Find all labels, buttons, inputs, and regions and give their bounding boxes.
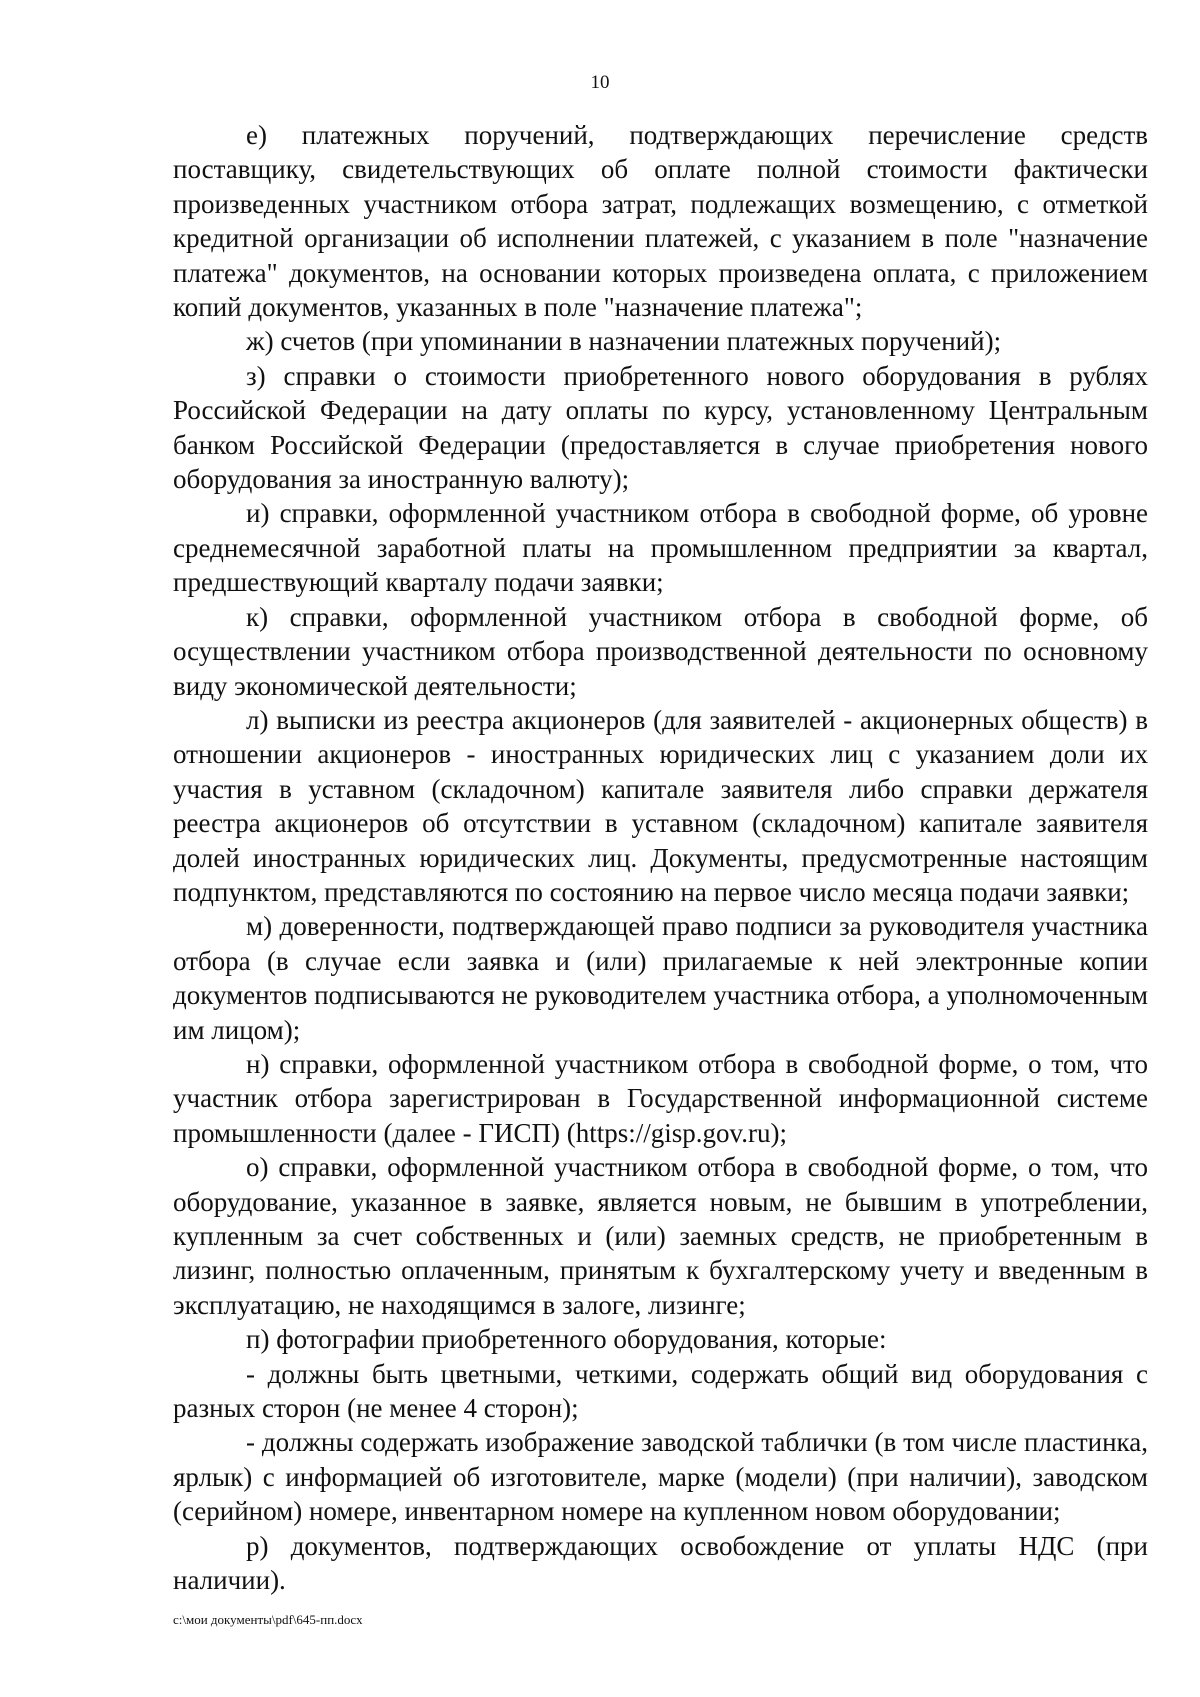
paragraph-p: п) фотографии приобретенного оборудования, которые: xyxy=(246,1324,887,1355)
paragraph-l: л) выписки из реестра акционеров (для заявителей - акционерных обществ) в отношении акционеров - иностранных юридических лиц с указанием доли их участия в уставном (складочном) капитале заявителя либо справки держателя реестра акционеров об отсутствии в уставном (складочном) капитале заявителя долей иностранных юридических лиц. Документы, предусмотренные настоящим подпунктом, представляются по состоянию на первое число месяца подачи заявки; xyxy=(173,704,1148,907)
footer-file-path: c:\мои документы\pdf\645-пп.docx xyxy=(173,1612,363,1627)
paragraph-p-item-2: - должны содержать изображение заводской таблички (в том числе пластинка, ярлык) с информацией об изготовителе, марке (модели) (при наличии), заводском (серийном) номере, инвентарном номере на купленном новом оборудовании; xyxy=(173,1427,1148,1527)
paragraph-p-item-1: - должны быть цветными, четкими, содержать общий вид оборудования с разных сторон (не менее 4 сторон); xyxy=(173,1358,1148,1424)
paragraph-z: з) справки о стоимости приобретенного нового оборудования в рублях Российской Федерации на дату оплаты по курсу, установленному Центральным банком Российской Федерации (предоставляется в случае приобретения нового оборудования за иностранную валюту); xyxy=(173,360,1148,495)
paragraph-e: е) платежных поручений, подтверждающих перечисление средств поставщику, свидетельствующих об оплате полной стоимости фактически произведенных участником отбора затрат, подлежащих возмещению, с отметкой кредитной организации об исполнении платежей, с указанием в поле "назначение платежа" документов, на основании которых произведена оплата, с приложением копий документов, указанных в поле "назначение платежа"; xyxy=(173,120,1148,323)
paragraph-r: р) документов, подтверждающих освобождение от уплаты НДС (при наличии). xyxy=(173,1530,1148,1596)
document-body xyxy=(173,118,1148,1597)
paragraph-o: о) справки, оформленной участником отбора в свободной форме, о том, что оборудование, указанное в заявке, является новым, не бывшим в употреблении, купленным за счет собственных и (или) заемных средств, не приобретенным в лизинг, полностью оплаченным, принятым к бухгалтерскому учету и введенным в эксплуатацию, не находящимся в залоге, лизинге; xyxy=(173,1152,1148,1320)
page-number: 10 xyxy=(590,72,610,93)
paragraph-m: м) доверенности, подтверждающей право подписи за руководителя участника отбора (в случае если заявка и (или) прилагаемые к ней электронные копии документов подписываются не руководителем участника отбора, а уполномоченным им лицом); xyxy=(173,911,1148,1045)
paragraph-k: к) справки, оформленной участником отбора в свободной форме, об осуществлении участником отбора производственной деятельности по основному виду экономической деятельности; xyxy=(173,601,1148,701)
paragraph-n: н) справки, оформленной участником отбора в свободной форме, о том, что участник отбора зарегистрирован в Государственной информационной системе промышленности (далее - ГИСП) (https://gisp.gov.ru); xyxy=(173,1048,1148,1148)
paragraph-i: и) справки, оформленной участником отбора в свободной форме, об уровне среднемесячной заработной платы на промышленном предприятии за квартал, предшествующий кварталу подачи заявки; xyxy=(173,498,1148,598)
paragraph-zh: ж) счетов (при упоминании в назначении платежных поручений); xyxy=(246,326,1002,357)
